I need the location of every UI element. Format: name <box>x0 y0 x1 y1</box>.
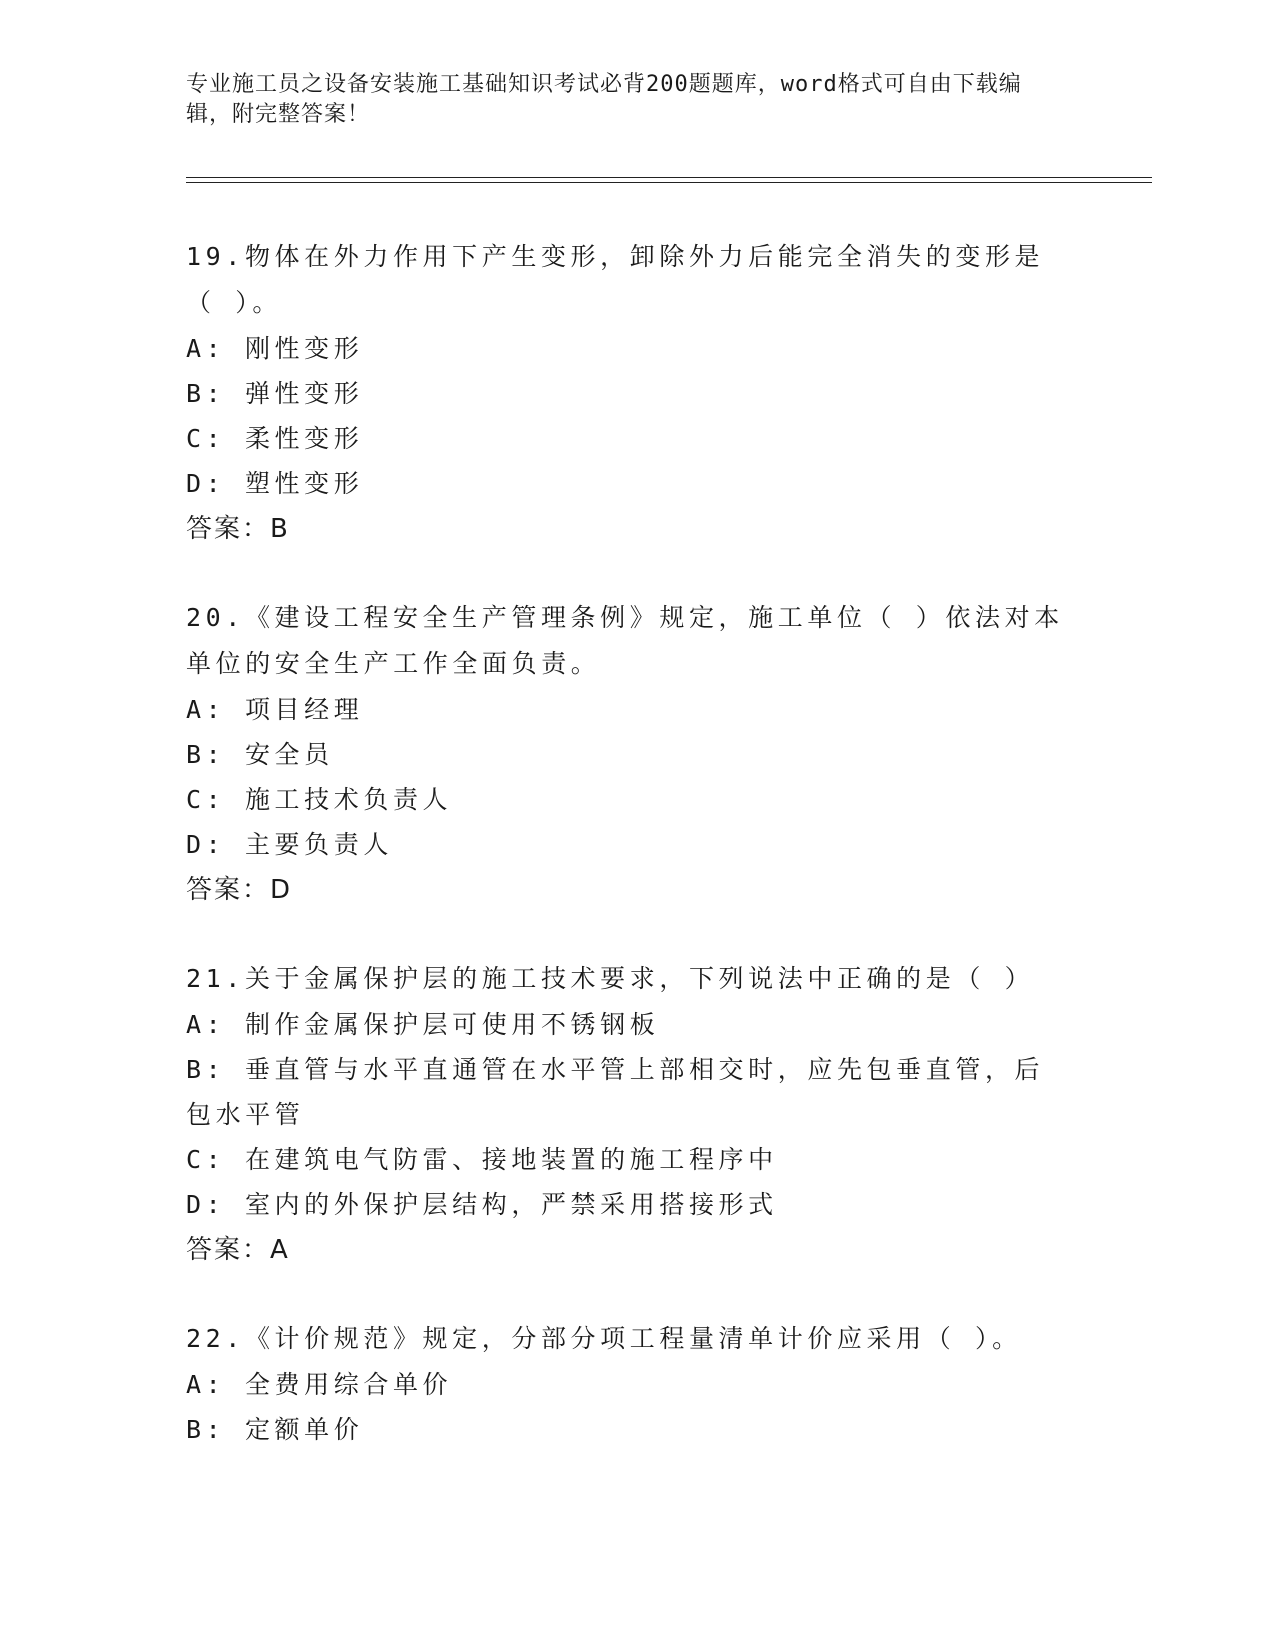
option-a: A: 制作金属保护层可使用不锈钢板 <box>186 1010 660 1039</box>
document-header: 专业施工员之设备安装施工基础知识考试必背200题题库，word格式可自由下载编辑，附完整答案！ <box>186 72 1022 127</box>
option-d: D: 主要负责人 <box>186 830 393 859</box>
option-b: B: 垂直管与水平直通管在水平管上部相交时，应先包垂直管，后包水平管 <box>186 1055 1045 1129</box>
option-d: D: 室内的外保护层结构，严禁采用搭接形式 <box>186 1190 778 1219</box>
question-text: 21.关于金属保护层的施工技术要求，下列说法中正确的是（ ） <box>186 964 1035 993</box>
option-a: A: 全费用综合单价 <box>186 1370 453 1399</box>
question-20 <box>186 595 1066 913</box>
question-text: 22.《计价规范》规定，分部分项工程量清单计价应采用（ ）。 <box>186 1324 1022 1353</box>
option-c: C: 施工技术负责人 <box>186 785 453 814</box>
question-22 <box>186 1316 1066 1452</box>
option-b: B: 弹性变形 <box>186 379 364 408</box>
option-b: B: 定额单价 <box>186 1415 364 1444</box>
answer: 答案：A <box>186 1235 290 1265</box>
header-divider-bottom <box>186 182 1152 183</box>
answer: 答案：B <box>186 514 290 544</box>
option-a: A: 刚性变形 <box>186 334 364 363</box>
option-d: D: 塑性变形 <box>186 469 364 498</box>
question-list <box>186 234 1066 1495</box>
question-19 <box>186 234 1066 552</box>
header-divider-top <box>186 177 1152 178</box>
option-a: A: 项目经理 <box>186 695 364 724</box>
question-21 <box>186 956 1066 1273</box>
option-c: C: 在建筑电气防雷、接地装置的施工程序中 <box>186 1145 778 1174</box>
question-text: 20.《建设工程安全生产管理条例》规定，施工单位（ ）依法对本单位的安全生产工作全面负责。 <box>186 603 1064 678</box>
option-c: C: 柔性变形 <box>186 424 364 453</box>
question-text: 19.物体在外力作用下产生变形，卸除外力后能完全消失的变形是（ ）。 <box>186 242 1045 317</box>
answer: 答案：D <box>186 875 293 905</box>
option-b: B: 安全员 <box>186 740 334 769</box>
